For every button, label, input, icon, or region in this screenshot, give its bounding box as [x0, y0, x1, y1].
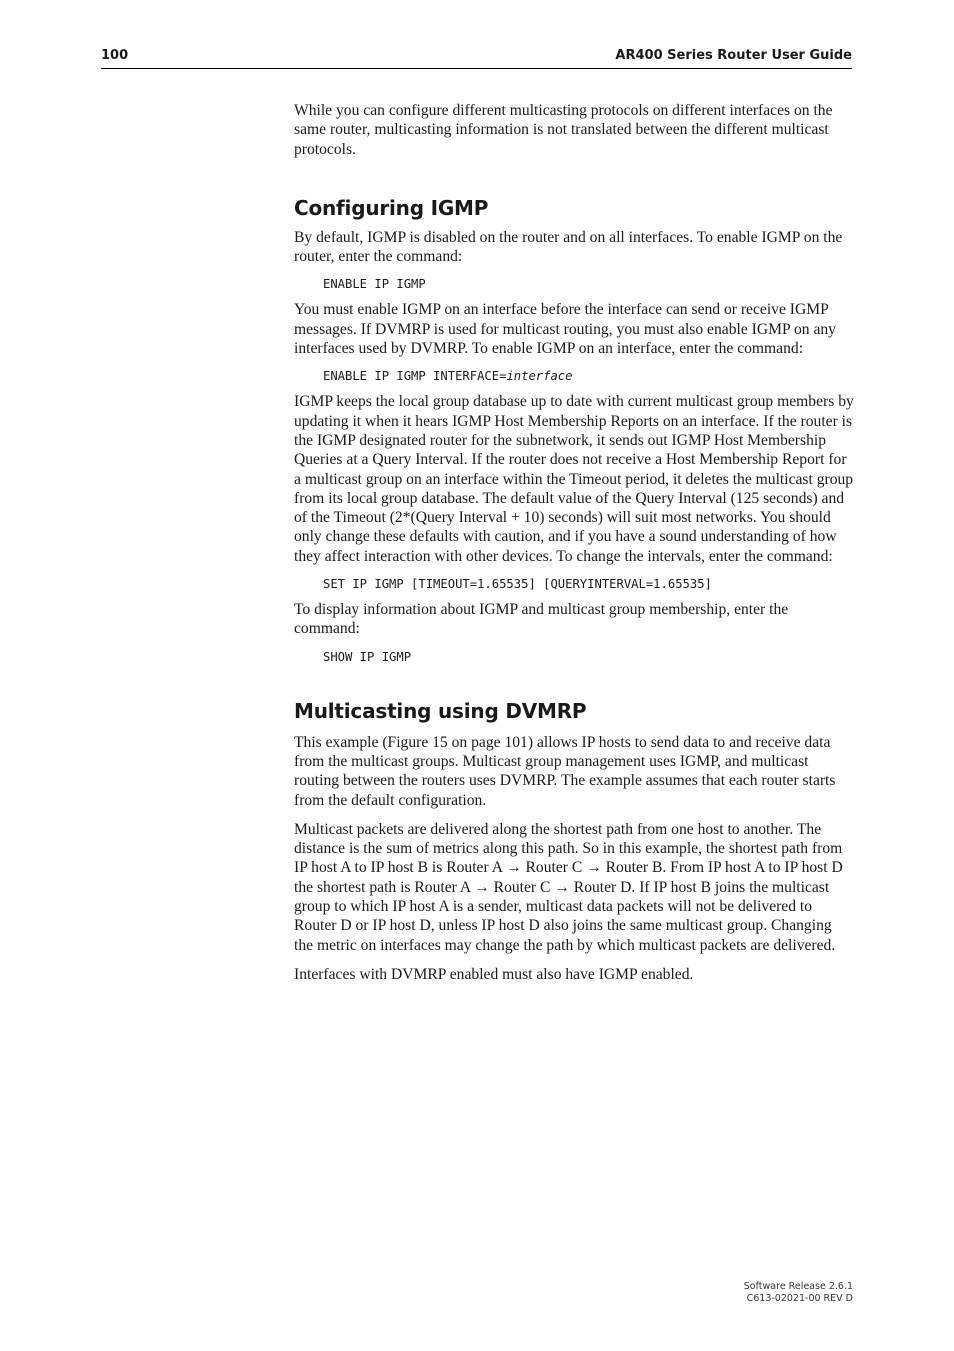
paragraph: IGMP keeps the local group database up to date with current multicast group members by updating it when it hears IGMP Host Membership Reports on an interface. If the router is the IGMP designated router for the subnetwork, it sends out IGMP Host Membership Queries at a Query Interval. If the router does not receive a Host Membership Report for a multicast group on an interface within the Timeout period, it deletes the multicast group from its local group database. The default value of the Query Interval (125 seconds) and of the Timeout (2*(Query Interval + 10) seconds) will suit most networks. You should only change these defaults with caution, and if you have a sound understanding of how they affect interaction with other devices. To change the intervals, enter the command: [294, 393, 854, 565]
command-line: SHOW IP IGMP [323, 649, 412, 664]
page-header [101, 48, 852, 69]
section-heading-multicasting-dvmrp: Multicasting using DVMRP [294, 698, 587, 723]
command-line [294, 369, 854, 383]
paragraph: You must enable IGMP on an interface before the interface can send or receive IGMP messages. If DVMRP is used for multicast routing, you must also enable IGMP on any interfaces used by DVMRP. To enable IGMP on an interface, enter the command: [294, 301, 836, 358]
page-number: 100 [101, 48, 129, 63]
paragraph: This example (Figure 15 on page 101) allows IP hosts to send data to and receive data from the multicast groups. Multicast group management uses IGMP, and multicast routing between the routers uses DVMRP. The example assumes that each router starts from the default configuration. [294, 733, 836, 809]
paragraph: By default, IGMP is disabled on the router and on all interfaces. To enable IGMP on the router, enter the command: [294, 228, 843, 266]
command-line: ENABLE IP IGMP [323, 277, 426, 292]
main-content [294, 101, 854, 984]
paragraph: Interfaces with DVMRP enabled must also have IGMP enabled. [294, 965, 694, 983]
command-text: ENABLE IP IGMP INTERFACE= [323, 369, 507, 384]
document-code: C613-02021-00 REV D [746, 1293, 853, 1304]
section-heading-configuring-igmp: Configuring IGMP [294, 195, 489, 220]
command-parameter: interface [506, 369, 573, 384]
paragraph: To display information about IGMP and multicast group membership, enter the command: [294, 601, 789, 638]
paragraph: Multicast packets are delivered along the shortest path from one host to another. The distance is the sum of metrics along this path. So in this example, the shortest path from IP host A to IP host B is Router A → Router C → Router B. From IP host A to IP host D the shortest path is Router A → Router C → Router D. If IP host B joins the multicast group to which IP host A is a sender, multicast data packets will not be delivered to Router D or IP host D, unless IP host D also joins the same multicast group. Changing the metric on interfaces may change the path by which multicast packets are delivered. [294, 820, 843, 954]
software-release: Software Release 2.6.1 [743, 1281, 853, 1292]
page-footer [744, 1281, 853, 1305]
guide-title: AR400 Series Router User Guide [615, 48, 852, 63]
intro-paragraph: While you can configure different multicasting protocols on different interfaces on the same router, multicasting information is not translated between the different multicast protocols. [294, 102, 833, 158]
command-line: SET IP IGMP [TIMEOUT=1.65535] [QUERYINTERVAL=1.65535] [323, 577, 712, 592]
